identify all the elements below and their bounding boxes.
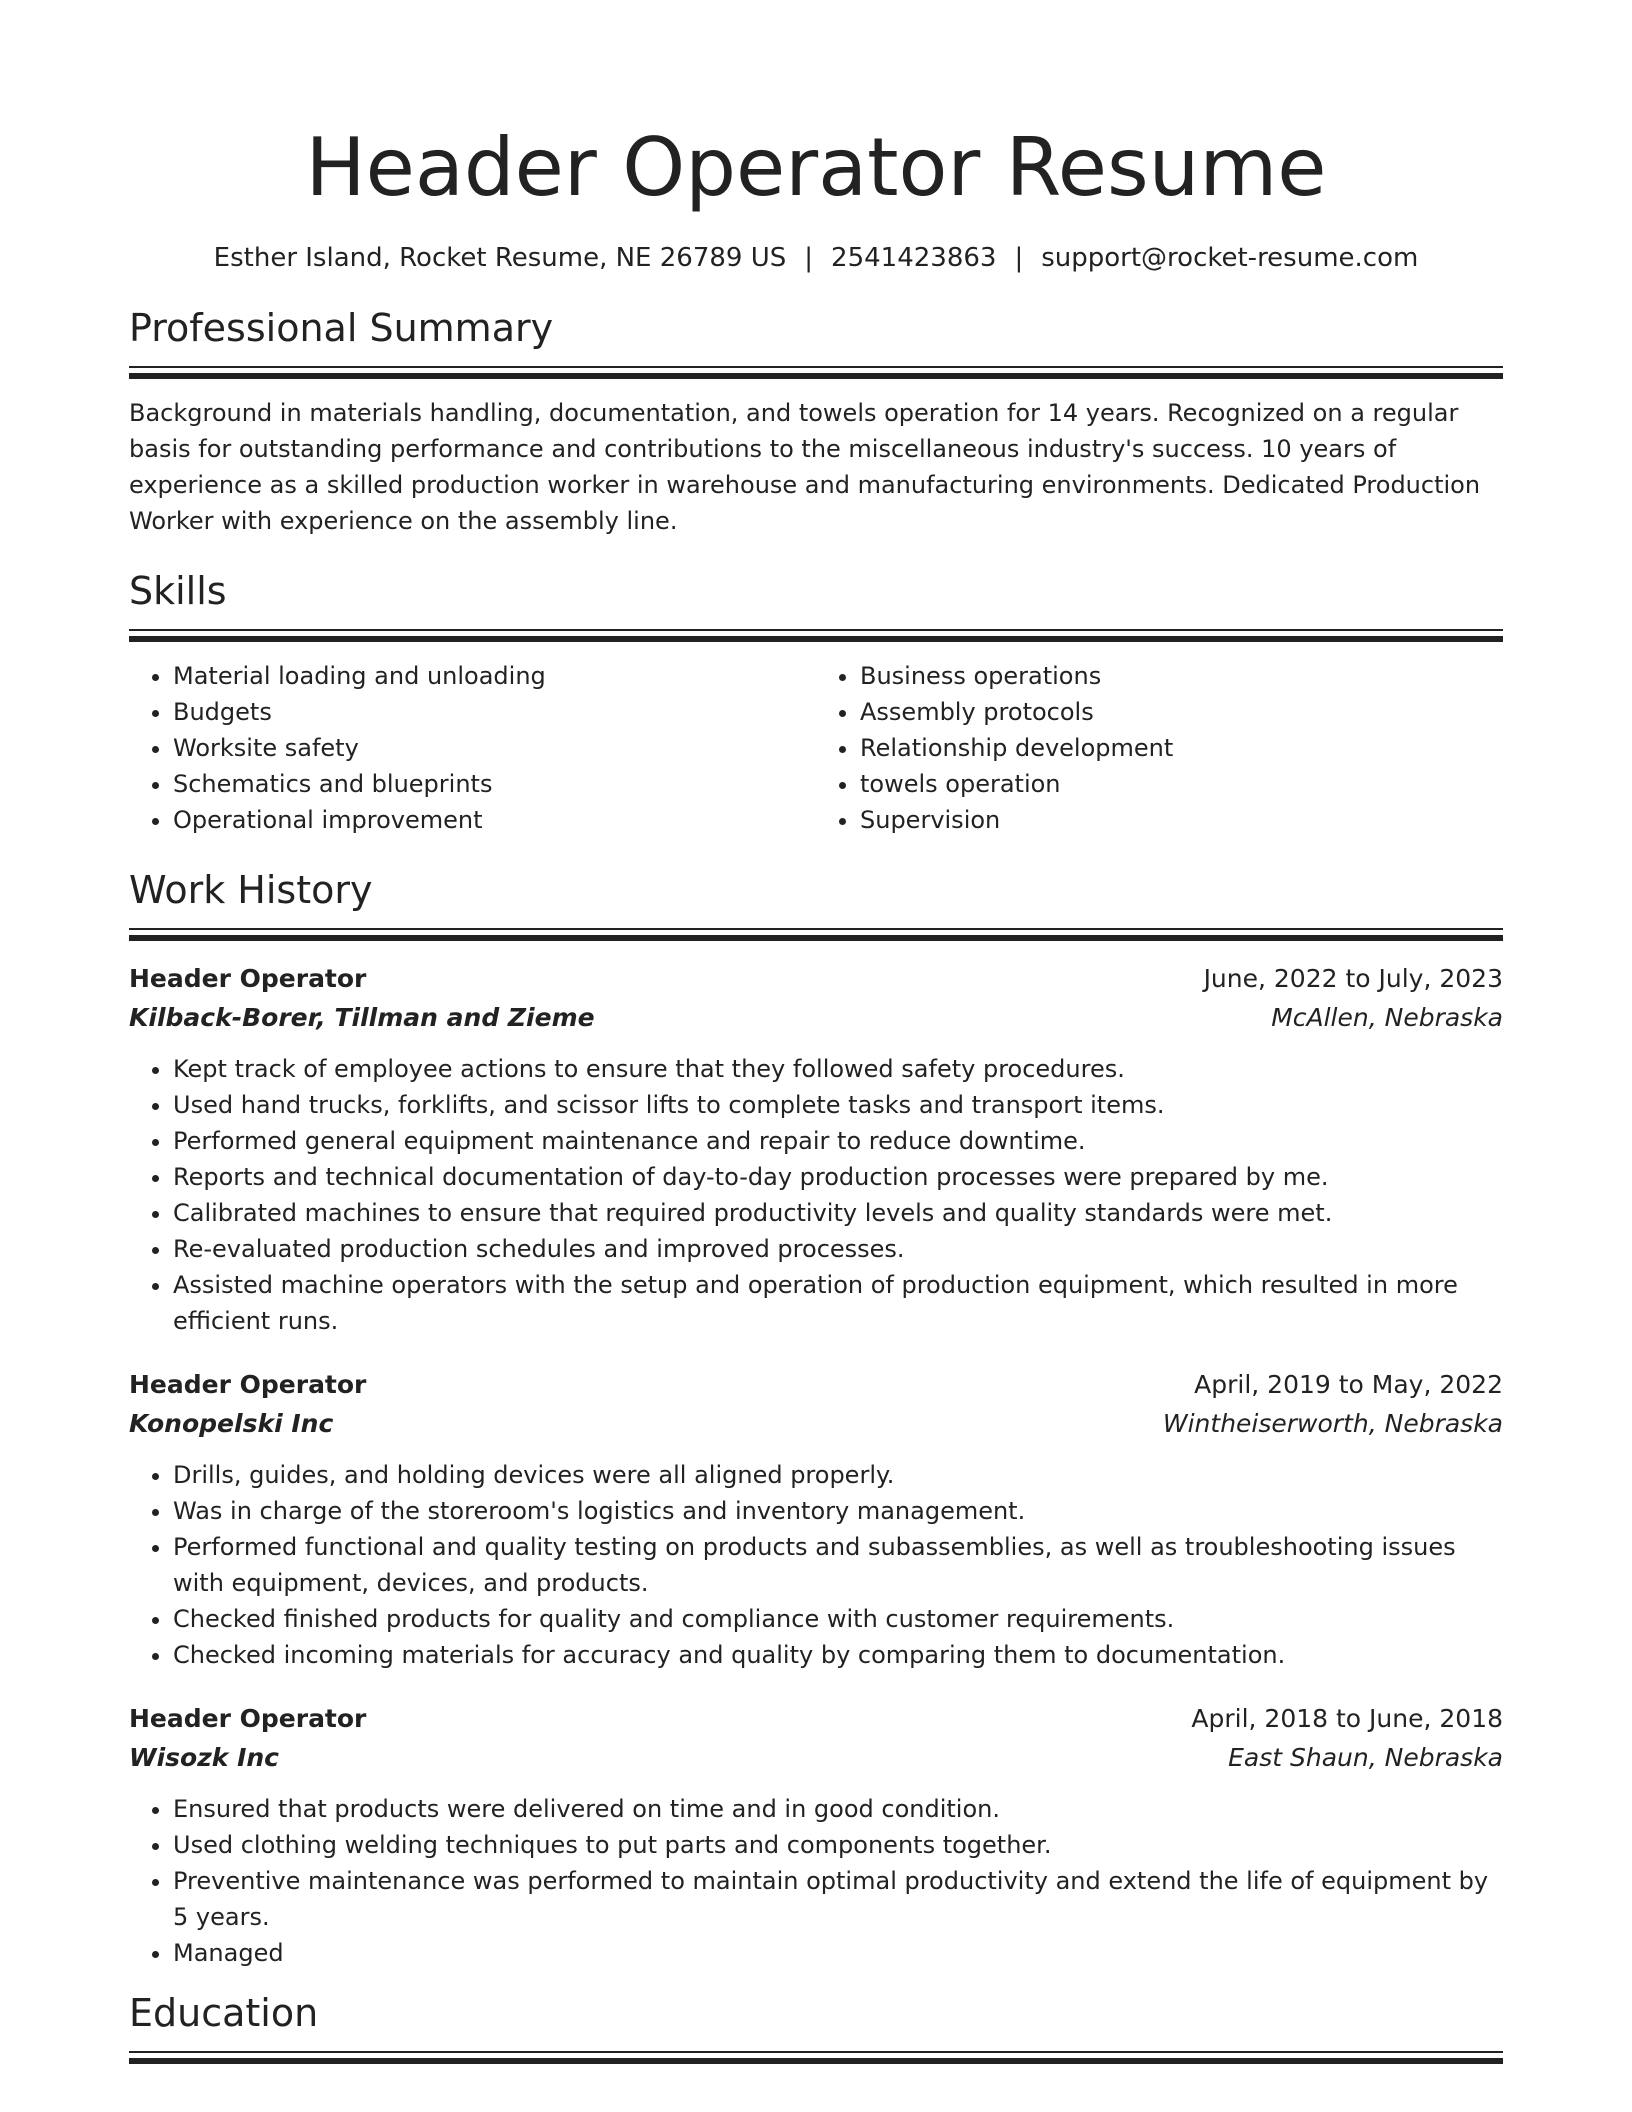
summary-section <box>129 304 1503 539</box>
job-duties <box>129 1051 1503 1339</box>
skill-item: • Budgets <box>173 694 816 730</box>
duty-item: • Calibrated machines to ensure that required productivity levels and quality standards were met. <box>173 1195 1503 1231</box>
job-entry <box>129 1365 1503 1673</box>
section-rule-thick <box>129 373 1503 379</box>
job-company-row <box>129 1739 1503 1777</box>
duty-item: • Re-evaluated production schedules and improved processes. <box>173 1231 1503 1267</box>
section-rule-thin <box>129 629 1503 631</box>
job-duties <box>129 1791 1503 1971</box>
job-header-row <box>129 1365 1503 1405</box>
contact-phone: 2541423863 <box>831 243 997 273</box>
section-rule-thick <box>129 636 1503 642</box>
contact-email: support@rocket-resume.com <box>1041 243 1419 273</box>
duty-item: • Drills, guides, and holding devices were all aligned properly. <box>173 1457 1503 1493</box>
duty-item: • Preventive maintenance was performed to maintain optimal productivity and extend the life of equipment by 5 years. <box>173 1863 1503 1935</box>
skills-columns <box>129 658 1503 838</box>
job-location: Wintheiserworth, Nebraska <box>1162 1409 1503 1438</box>
duty-item: • Kept track of employee actions to ensure that they followed safety procedures. <box>173 1051 1503 1087</box>
page-title: Header Operator Resume <box>305 121 1327 214</box>
duty-item: • Was in charge of the storeroom's logistics and inventory management. <box>173 1493 1503 1529</box>
section-rule-thin <box>129 2051 1503 2053</box>
skill-item: • Relationship development <box>860 730 1503 766</box>
job-header-row <box>129 1699 1503 1739</box>
skill-item: • Schematics and blueprints <box>173 766 816 802</box>
skills-list-right <box>816 658 1503 838</box>
skills-list-left <box>129 658 816 838</box>
skill-item: • Material loading and unloading <box>173 658 816 694</box>
duty-item: • Performed general equipment maintenance and repair to reduce downtime. <box>173 1123 1503 1159</box>
duty-item: • Checked incoming materials for accuracy and quality by comparing them to documentation. <box>173 1637 1503 1673</box>
job-company-row <box>129 1405 1503 1443</box>
section-rule-thick <box>129 2058 1503 2064</box>
skill-item: • Assembly protocols <box>860 694 1503 730</box>
job-header-row <box>129 959 1503 999</box>
job-company-row <box>129 999 1503 1037</box>
work-section <box>129 866 1503 1971</box>
skill-item: • Business operations <box>860 658 1503 694</box>
skill-item: • towels operation <box>860 766 1503 802</box>
contact-separator: | <box>804 243 814 273</box>
duty-item: • Checked finished products for quality and compliance with customer requirements. <box>173 1601 1503 1637</box>
contact-separator: | <box>1014 243 1024 273</box>
job-dates: June, 2022 to July, 2023 <box>1203 964 1503 993</box>
skill-item: • Worksite safety <box>173 730 816 766</box>
skill-item: • Operational improvement <box>173 802 816 838</box>
job-location: McAllen, Nebraska <box>1271 1003 1503 1032</box>
duty-item: • Managed <box>173 1935 1503 1971</box>
job-company: Wisozk Inc <box>129 1743 279 1772</box>
skills-section <box>129 567 1503 838</box>
duty-item: • Assisted machine operators with the setup and operation of production equipment, which resulted in more efficient runs. <box>173 1267 1503 1339</box>
job-entry <box>129 959 1503 1339</box>
skill-item: • Supervision <box>860 802 1503 838</box>
job-dates: April, 2019 to May, 2022 <box>1194 1370 1503 1399</box>
education-heading: Education <box>129 1991 319 2035</box>
duty-item: • Used hand trucks, forklifts, and scissor lifts to complete tasks and transport items. <box>173 1087 1503 1123</box>
duty-item: • Used clothing welding techniques to put parts and components together. <box>173 1827 1503 1863</box>
job-title: Header Operator <box>129 964 367 993</box>
section-rule-thin <box>129 366 1503 368</box>
work-heading: Work History <box>129 868 373 912</box>
skills-heading: Skills <box>129 569 227 613</box>
job-location: East Shaun, Nebraska <box>1228 1743 1503 1772</box>
job-entry <box>129 1699 1503 1971</box>
section-rule-thick <box>129 935 1503 941</box>
contact-line <box>129 238 1503 278</box>
job-title: Header Operator <box>129 1704 367 1733</box>
education-section <box>129 1989 1503 2064</box>
section-rule-thin <box>129 928 1503 930</box>
duty-item: • Ensured that products were delivered on time and in good condition. <box>173 1791 1503 1827</box>
job-company: Kilback-Borer, Tillman and Zieme <box>129 1003 595 1032</box>
duty-item: • Reports and technical documentation of day-to-day production processes were prepared by me. <box>173 1159 1503 1195</box>
contact-address: Esther Island, Rocket Resume, NE 26789 US <box>213 243 787 273</box>
job-company: Konopelski Inc <box>129 1409 334 1438</box>
duty-item: • Performed functional and quality testing on products and subassemblies, as well as troubleshooting issues with equipment, devices, and products. <box>173 1529 1503 1601</box>
job-duties <box>129 1457 1503 1673</box>
job-dates: April, 2018 to June, 2018 <box>1191 1704 1503 1733</box>
summary-heading: Professional Summary <box>129 306 554 350</box>
summary-text: Background in materials handling, documentation, and towels operation for 14 years. Recognized on a regular basis for outstanding performance and contributions to the miscellaneous industry's success. 10 years of experience as a skilled production worker in warehouse and manufacturing environments. Dedicated Production Worker with experience on the assembly line. <box>129 399 1481 535</box>
job-title: Header Operator <box>129 1370 367 1399</box>
